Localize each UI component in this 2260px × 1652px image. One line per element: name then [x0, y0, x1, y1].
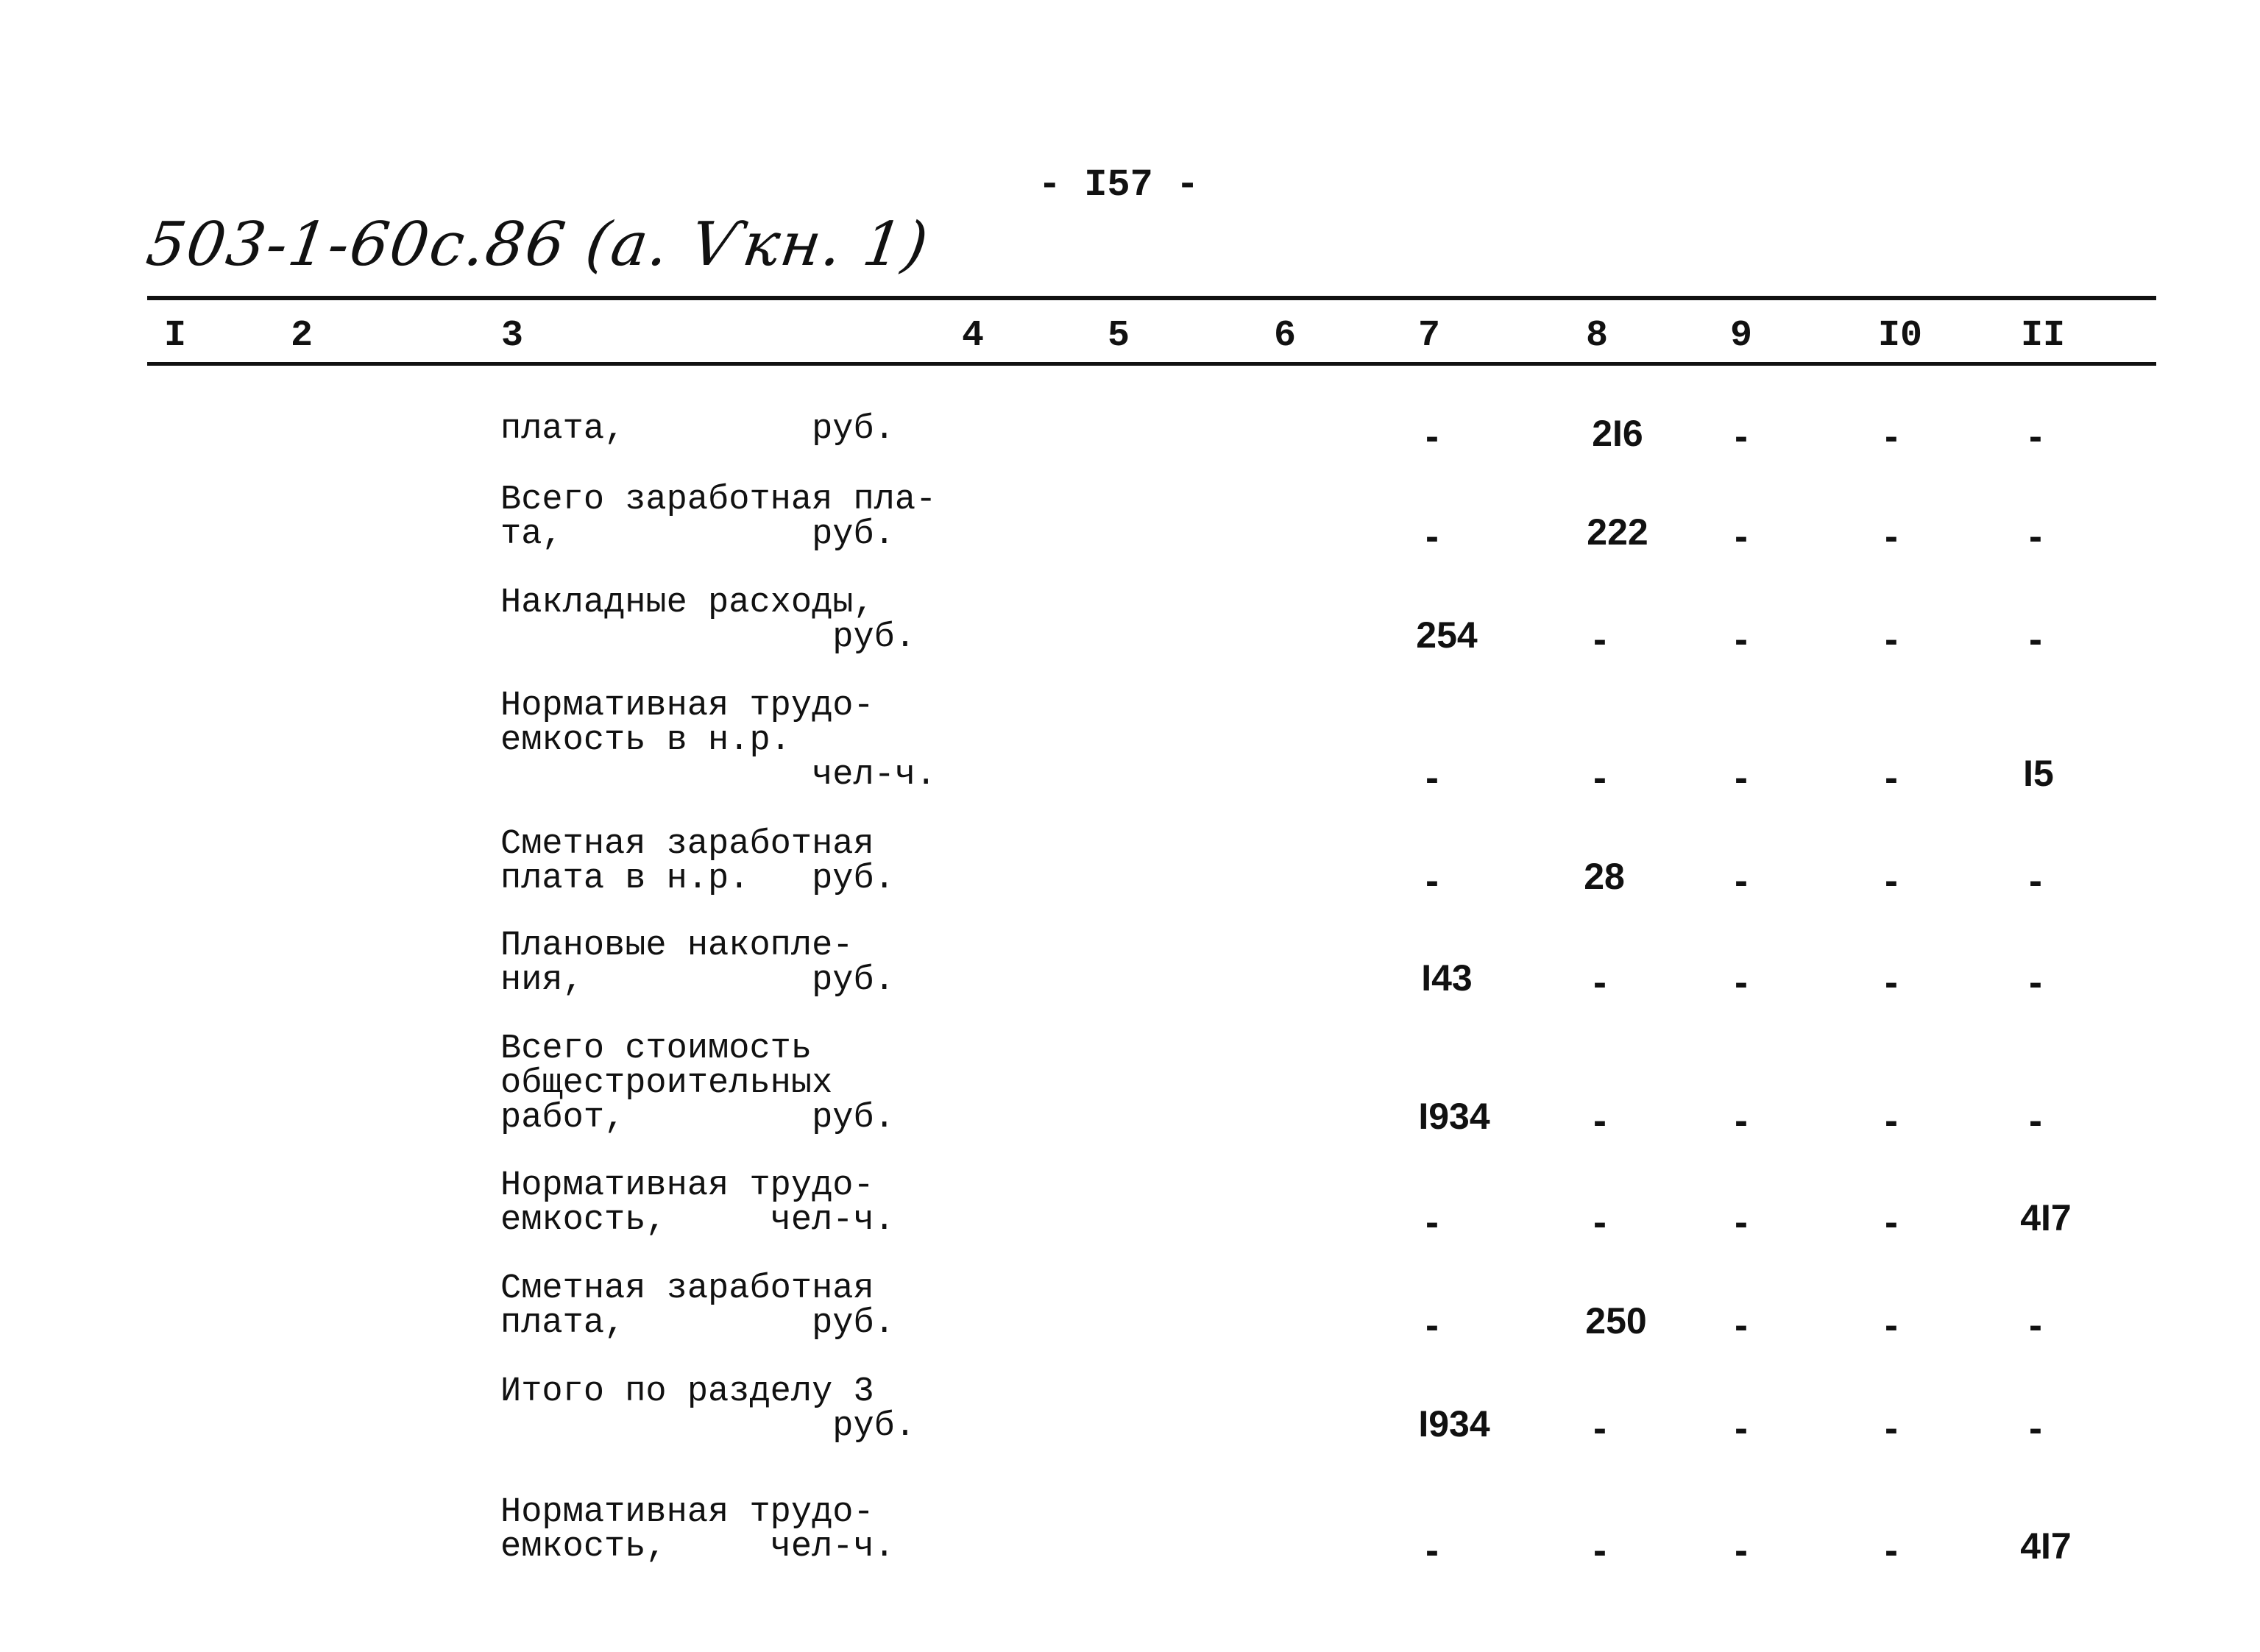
cell-col-9: -	[1735, 756, 1748, 800]
column-header-11: II	[2020, 315, 2065, 357]
cell-col-7: 254	[1416, 614, 1478, 656]
table-header-row	[0, 315, 2260, 359]
row-description: Сметная заработная плата в н.р. руб.	[500, 825, 895, 898]
cell-col-8: -	[1593, 1406, 1607, 1450]
row-description: Всего стоимость общестроительных работ, руб.	[500, 1029, 895, 1138]
cell-col-10: -	[1885, 1200, 1898, 1244]
cell-col-10: -	[1885, 960, 1898, 1004]
cell-col-11: -	[2029, 514, 2042, 559]
table-header-bottom-rule	[147, 362, 2156, 366]
cell-col-10: -	[1885, 1303, 1898, 1347]
cell-col-7: I934	[1418, 1403, 1490, 1444]
cell-col-9: -	[1735, 1099, 1748, 1143]
cell-col-8: -	[1593, 1200, 1607, 1244]
row-description: Итого по разделу 3 руб.	[500, 1372, 916, 1446]
document-code-handwritten: 503-1-60с.86 (а. Ѵкн. 1)	[142, 210, 934, 280]
column-header-7: 7	[1417, 315, 1440, 357]
cell-col-8: 2I6	[1592, 413, 1643, 454]
column-header-6: 6	[1273, 315, 1296, 357]
cell-col-9: -	[1735, 414, 1748, 458]
cell-col-9: -	[1735, 1303, 1748, 1347]
cell-col-8: -	[1593, 756, 1607, 800]
row-description: Всего заработная пла- та, руб.	[500, 481, 937, 554]
cell-col-11: 4I7	[2020, 1525, 2072, 1567]
cell-col-11: -	[2029, 617, 2042, 662]
cell-col-11: 4I7	[2020, 1197, 2072, 1238]
column-header-3: 3	[500, 315, 523, 357]
cell-col-10: -	[1885, 1099, 1898, 1143]
column-header-1: I	[163, 315, 186, 357]
cell-col-8: -	[1593, 1099, 1607, 1143]
row-description: Плановые накопле- ния, руб.	[500, 926, 895, 1000]
row-description: плата, руб.	[500, 410, 895, 449]
cell-col-7: -	[1425, 859, 1439, 903]
cell-col-9: -	[1735, 1528, 1748, 1573]
column-header-9: 9	[1729, 315, 1752, 357]
cell-col-7: -	[1425, 1200, 1439, 1244]
row-description: Нормативная трудо- емкость, чел-ч.	[500, 1493, 895, 1567]
cell-col-9: -	[1735, 859, 1748, 903]
row-description: Накладные расходы, руб.	[500, 584, 916, 657]
cell-col-10: -	[1885, 514, 1898, 559]
cell-col-7: -	[1425, 1528, 1439, 1573]
cell-col-11: -	[2029, 414, 2042, 458]
cell-col-9: -	[1735, 1200, 1748, 1244]
cell-col-10: -	[1885, 1406, 1898, 1450]
column-header-5: 5	[1107, 315, 1130, 357]
cell-col-10: -	[1885, 756, 1898, 800]
cell-col-11: -	[2029, 1303, 2042, 1347]
column-header-2: 2	[290, 315, 313, 357]
page-number: - I57 -	[1038, 163, 1200, 207]
cell-col-10: -	[1885, 617, 1898, 662]
row-description: Сметная заработная плата, руб.	[500, 1269, 895, 1343]
cell-col-8: -	[1593, 960, 1607, 1004]
column-header-10: I0	[1877, 315, 1922, 357]
cell-col-8: -	[1593, 617, 1607, 662]
cell-col-7: -	[1425, 756, 1439, 800]
cell-col-7: -	[1425, 414, 1439, 458]
cell-col-9: -	[1735, 617, 1748, 662]
row-description: Нормативная трудо- емкость в н.р. чел-ч.	[500, 687, 937, 795]
cell-col-11: -	[2029, 1406, 2042, 1450]
cell-col-9: -	[1735, 514, 1748, 559]
cell-col-11: -	[2029, 1099, 2042, 1143]
cell-col-8: 250	[1585, 1300, 1647, 1341]
row-description: Нормативная трудо- емкость, чел-ч.	[500, 1166, 895, 1240]
column-header-4: 4	[961, 315, 984, 357]
cell-col-11: I5	[2023, 753, 2054, 794]
cell-col-7: I43	[1421, 957, 1473, 999]
cell-col-8: -	[1593, 1528, 1607, 1573]
cell-col-9: -	[1735, 1406, 1748, 1450]
cell-col-11: -	[2029, 859, 2042, 903]
table-top-rule	[147, 296, 2156, 300]
cell-col-10: -	[1885, 1528, 1898, 1573]
cell-col-7: I934	[1418, 1096, 1490, 1137]
cell-col-8: 28	[1584, 856, 1625, 897]
cell-col-7: -	[1425, 1303, 1439, 1347]
cell-col-11: -	[2029, 960, 2042, 1004]
cell-col-8: 222	[1587, 511, 1648, 553]
cell-col-10: -	[1885, 859, 1898, 903]
cell-col-10: -	[1885, 414, 1898, 458]
cell-col-7: -	[1425, 514, 1439, 559]
cell-col-9: -	[1735, 960, 1748, 1004]
column-header-8: 8	[1585, 315, 1608, 357]
